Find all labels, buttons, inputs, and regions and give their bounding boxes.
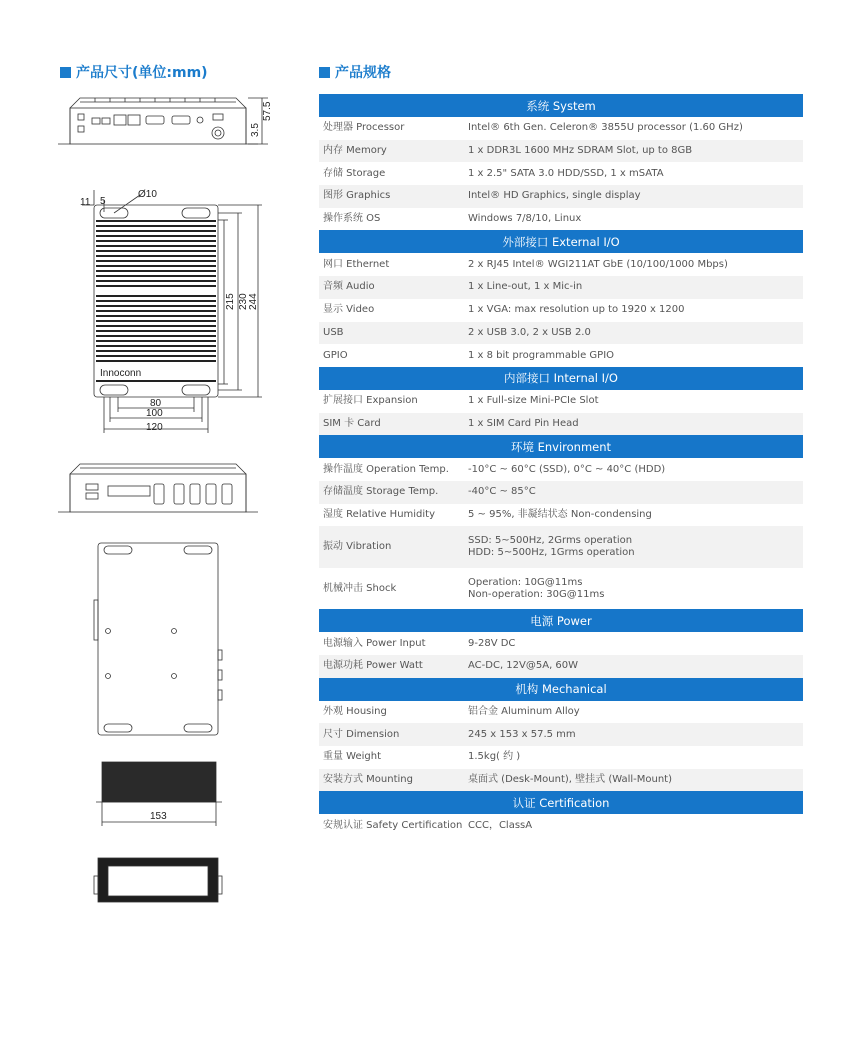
row-value: CCC，ClassA	[468, 819, 533, 831]
dim-230: 230	[238, 293, 249, 310]
row-value: 铝合金 Aluminum Alloy	[468, 706, 580, 718]
table-row	[319, 568, 803, 610]
dim-100: 100	[146, 408, 163, 419]
dim-edge-11: 11	[80, 197, 91, 208]
row-label: 显示 Video	[323, 304, 375, 316]
row-label: 操作温度 Operation Temp.	[323, 463, 449, 475]
table-row	[319, 746, 803, 769]
table-row	[319, 526, 803, 568]
row-label: 电源功耗 Power Watt	[323, 660, 423, 672]
row-value-line: HDD: 5~500Hz, 1Grms operation	[468, 547, 635, 559]
row-value: 1 x Line-out, 1 x Mic-in	[468, 281, 583, 293]
bottom-view-drawing	[94, 543, 222, 735]
end-view-drawing	[94, 858, 222, 902]
table-row	[319, 814, 803, 837]
row-label: SIM 卡 Card	[323, 417, 381, 429]
row-label: 内存 Memory	[323, 145, 387, 157]
dim-215: 215	[225, 293, 236, 310]
row-label: USB	[323, 326, 344, 338]
row-value	[464, 568, 803, 610]
row-label: 操作系统 OS	[323, 213, 381, 225]
row-value: 1 x VGA: max resolution up to 1920 x 1200	[468, 304, 685, 316]
row-value: 1 x Full-size Mini-PCIe Slot	[468, 395, 599, 407]
row-label: 尺寸 Dimension	[323, 728, 400, 740]
group-head-internal: 内部接口 Internal I/O	[319, 367, 803, 390]
row-value: 2 x USB 3.0, 2 x USB 2.0	[468, 326, 591, 338]
table-row	[319, 413, 803, 436]
dim-80: 80	[150, 398, 162, 409]
row-label: 安规认证 Safety Certification	[323, 819, 463, 831]
row-value: 1 x 2.5" SATA 3.0 HDD/SSD, 1 x mSATA	[468, 167, 664, 179]
dimension-drawings	[0, 0, 300, 1037]
row-label: 扩展接口 Expansion	[323, 395, 418, 407]
table-row	[319, 723, 803, 746]
dimension-title-text: 产品尺寸(单位:mm)	[76, 65, 208, 81]
group-head-external: 外部接口 External I/O	[319, 230, 803, 253]
table-row	[319, 322, 803, 345]
table-row	[319, 185, 803, 208]
table-row	[319, 481, 803, 504]
table-row	[319, 253, 803, 276]
brand-logo: Innoconn	[100, 368, 142, 379]
spec-table	[319, 94, 803, 837]
row-value: Windows 7/8/10, Linux	[468, 213, 582, 225]
row-value: 1.5kg( 约 )	[468, 751, 521, 763]
heatsink-fins	[96, 220, 216, 382]
row-value: 1 x DDR3L 1600 MHz SDRAM Slot, up to 8GB	[468, 145, 693, 157]
group-head-environment: 环境 Environment	[319, 435, 803, 458]
table-row	[319, 299, 803, 322]
group-head-system: 系统 System	[319, 94, 803, 117]
table-row	[319, 162, 803, 185]
table-row	[319, 390, 803, 413]
dim-153: 153	[150, 811, 167, 822]
table-row	[319, 208, 803, 231]
row-value	[464, 526, 803, 568]
row-value: 9-28V DC	[468, 637, 516, 649]
table-row	[319, 276, 803, 299]
row-label: 处理器 Processor	[323, 122, 405, 134]
front-view-drawing	[58, 98, 268, 144]
dim-height-small: 3.5	[250, 123, 261, 137]
table-row	[319, 769, 803, 792]
spec-section-title	[319, 62, 391, 82]
row-label: 存储 Storage	[323, 167, 386, 179]
table-row	[319, 140, 803, 163]
dim-edge-5: 5	[100, 196, 106, 207]
group-head-mechanical: 机构 Mechanical	[319, 678, 803, 701]
row-label: 电源输入 Power Input	[323, 637, 426, 649]
row-value-line: Operation: 10G@11ms	[468, 576, 583, 588]
table-row	[319, 632, 803, 655]
row-label: 网口 Ethernet	[323, 258, 390, 270]
row-label: 音频 Audio	[323, 281, 375, 293]
row-value: Intel® 6th Gen. Celeron® 3855U processor (1.60 GHz)	[468, 122, 743, 134]
rear-view-drawing	[58, 464, 258, 512]
row-value: 245 x 153 x 57.5 mm	[468, 728, 576, 740]
row-value: 5 ~ 95%, 非凝结状态 Non-condensing	[468, 508, 652, 520]
row-label: 存储温度 Storage Temp.	[323, 486, 439, 498]
row-value: 桌面式 (Desk-Mount), 壁挂式 (Wall-Mount)	[468, 774, 673, 786]
row-label: 重量 Weight	[323, 751, 382, 763]
dim-height-total: 57.5	[262, 101, 273, 121]
table-row	[319, 701, 803, 724]
table-row	[319, 655, 803, 678]
row-value: 2 x RJ45 Intel® WGI211AT GbE (10/100/1000 Mbps)	[468, 258, 728, 270]
row-label: 图形 Graphics	[323, 190, 391, 202]
title-marker-icon	[319, 67, 330, 78]
group-head-certification: 认证 Certification	[319, 791, 803, 814]
row-value: 1 x 8 bit programmable GPIO	[468, 349, 615, 361]
spec-title-text: 产品规格	[335, 65, 391, 81]
row-label: GPIO	[323, 349, 348, 361]
row-value: AC-DC, 12V@5A, 60W	[468, 660, 579, 672]
table-row	[319, 117, 803, 140]
row-value: -40°C ~ 85°C	[468, 486, 536, 498]
table-row	[319, 504, 803, 527]
row-value: 1 x SIM Card Pin Head	[468, 417, 579, 429]
row-label: 外观 Housing	[323, 706, 387, 718]
row-value-line: Non-operation: 30G@11ms	[468, 588, 605, 600]
row-label: 振动 Vibration	[323, 541, 392, 553]
table-row	[319, 344, 803, 367]
dim-120: 120	[146, 422, 163, 433]
row-label: 安装方式 Mounting	[323, 774, 413, 786]
row-label: 湿度 Relative Humidity	[323, 508, 436, 520]
row-label: 机械冲击 Shock	[323, 582, 397, 594]
dim-hole: Ø10	[138, 189, 157, 200]
row-value: -10°C ~ 60°C (SSD), 0°C ~ 40°C (HDD)	[468, 463, 666, 475]
row-value: Intel® HD Graphics, single display	[468, 190, 641, 202]
dim-244: 244	[248, 293, 259, 310]
table-row	[319, 458, 803, 481]
heatsink-side-fill	[102, 762, 216, 802]
group-head-power: 电源 Power	[319, 609, 803, 632]
row-value-line: SSD: 5~500Hz, 2Grms operation	[468, 535, 633, 547]
